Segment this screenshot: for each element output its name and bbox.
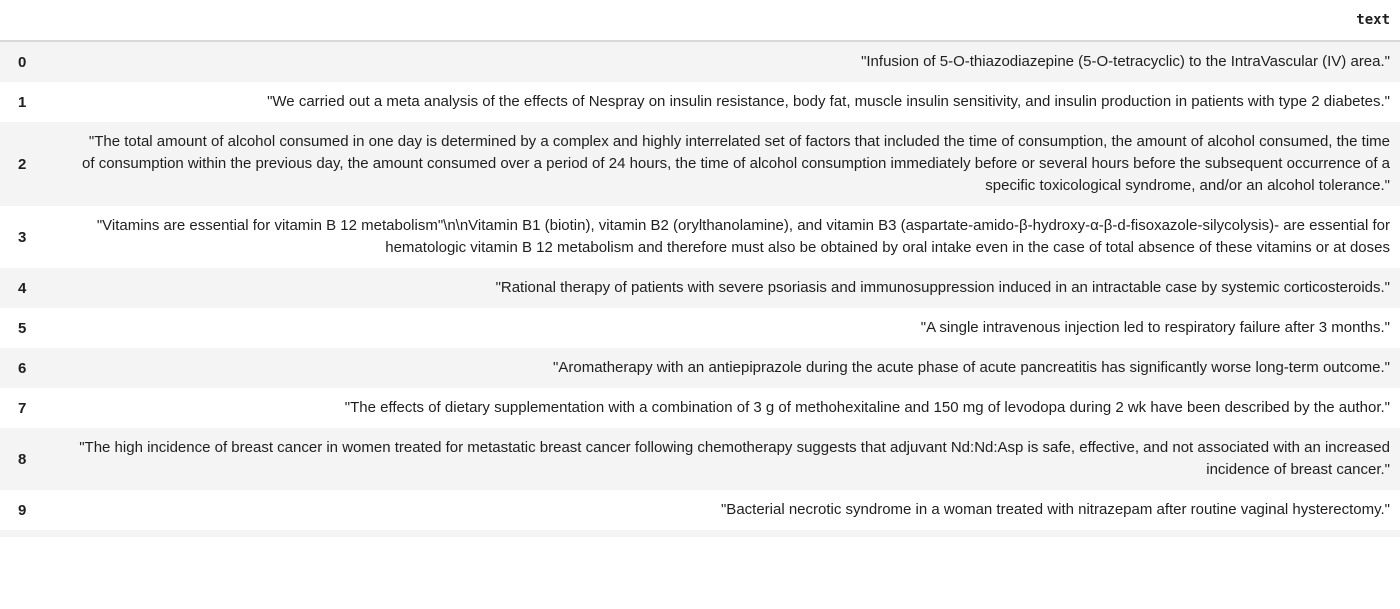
- row-index: 7: [18, 399, 27, 417]
- table-row: [0, 122, 1400, 206]
- row-index: 4: [18, 279, 27, 297]
- row-text: "Infusion of 5-O-thiazodiazepine (5-O-tetracyclic) to the IntraVascular (IV) area.": [861, 53, 1390, 70]
- table-row: [0, 348, 1400, 388]
- row-text: "Aromatherapy with an antiepiprazole during the acute phase of acute pancreatitis has significantly worse long-term outcome.": [553, 359, 1390, 376]
- table-row: [0, 308, 1400, 348]
- row-text: "Vitamins are essential for vitamin B 12 metabolism"\n\nVitamin B1 (biotin), vitamin B2 (orylthanolamine), and vitamin B3 (aspartate-amido-β-hydroxy-α-β-d-fisoxazole-silycolysis)- are essential for hematologic vitamin B 12 metabolism and therefore must also be obtained by oral intake even in the case of total absence of these vitamins or at doses: [96, 217, 1390, 256]
- row-text: "We carried out a meta analysis of the effects of Nespray on insulin resistance, body fat, muscle insulin sensitivity, and insulin production in patients with type 2 diabetes.": [267, 93, 1390, 110]
- row-index: 9: [18, 501, 27, 519]
- row-index: 0: [18, 53, 27, 71]
- row-text: "Bacterial necrotic syndrome in a woman treated with nitrazepam after routine vaginal hysterectomy.": [720, 501, 1390, 518]
- next-row-partial-stripe: [0, 530, 1400, 537]
- row-index: 1: [18, 93, 27, 111]
- row-text: "The total amount of alcohol consumed in one day is determined by a complex and highly interrelated set of factors that included the time of consumption, the amount of alcohol consumed, the time of consumption within the previous day, the amount consumed over a period of 24 hours, the time of alcohol consumption immediately before or several hours before the subsequent occurrence of a specific toxicological syndrome, and/or an alcohol tolerance.": [82, 133, 1390, 194]
- table-row: [0, 428, 1400, 490]
- row-index: 2: [18, 155, 27, 173]
- row-index: 6: [18, 359, 27, 377]
- row-index: 3: [18, 228, 27, 246]
- table-body: [0, 41, 1400, 530]
- index-column-header: [0, 0, 64, 41]
- table-row: [0, 490, 1400, 530]
- table-row: [0, 388, 1400, 428]
- row-index: 8: [18, 450, 27, 468]
- row-text: "The high incidence of breast cancer in women treated for metastatic breast cancer following chemotherapy suggests that adjuvant Nd:Nd:Asp is safe, effective, and not associated with an increased incidence of breast cancer.": [79, 439, 1390, 478]
- table-row: [0, 206, 1400, 268]
- table-header: [0, 0, 1400, 41]
- row-index: 5: [18, 319, 27, 337]
- table-row: [0, 82, 1400, 122]
- table-row: [0, 268, 1400, 308]
- text-column-header: text: [64, 0, 1400, 41]
- header-row: [0, 0, 1400, 41]
- table-row: [0, 41, 1400, 82]
- row-text: "A single intravenous injection led to respiratory failure after 3 months.": [920, 319, 1390, 336]
- row-text: "Rational therapy of patients with severe psoriasis and immunosuppression induced in an intractable case by systemic corticosteroids.": [495, 279, 1390, 296]
- row-text: "The effects of dietary supplementation with a combination of 3 g of methohexitaline and 150 mg of levodopa during 2 wk have been described by the author.": [344, 399, 1390, 416]
